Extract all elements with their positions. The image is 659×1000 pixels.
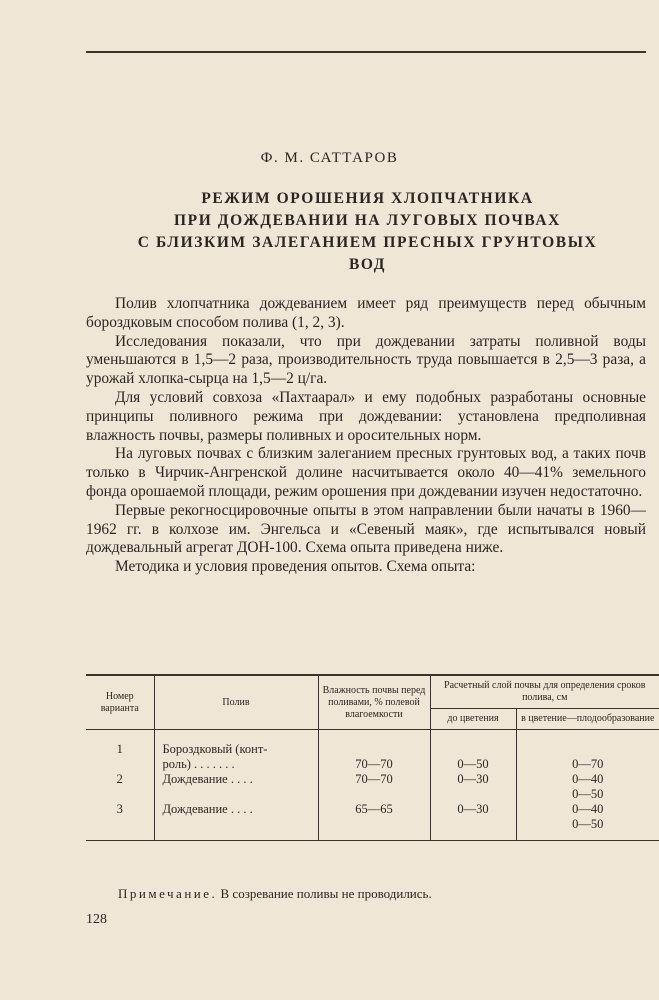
cell-in-bloom [516,730,659,773]
cell-line: 0—40 [572,802,604,816]
author-name: Ф. М. САТТАРОВ [260,150,399,166]
header-poliv: Полив [154,675,318,730]
article-title [86,188,649,276]
cell-before-bloom: 0—30 [430,802,516,841]
page-number: 128 [86,912,107,927]
article-body [86,295,646,577]
note-text: В созревание поливы не проводились. [220,886,432,901]
cell-line: 0—50 [572,787,604,801]
cell-line: 70—70 [355,757,393,771]
paragraph: На луговых почвах с близким залеганием пресных грунтовых вод, а таких почв только в Чирчик-Ангренской долине насчитывается около 40—41% земельного фонда орошаемой площади, режим орошения при дождевании изучен недостаточно. [86,445,646,500]
paragraph: Полив хлопчатника дождеванием имеет ряд преимуществ перед обычным бороздковым способом полива (1, 2, 3). [86,295,646,331]
cell-line: 0—40 [572,772,604,786]
title-line: С БЛИЗКИМ ЗАЛЕГАНИЕМ ПРЕСНЫХ ГРУНТОВЫХ [137,234,598,251]
cell-in-bloom [516,772,659,802]
cell-poliv [154,730,318,773]
cell-line: роль) . . . . . . . [162,757,235,771]
paragraph: Для условий совхоза «Пахтаарал» и ему подобных разработаны основные принципы поливного режима при дождевании: установлена предполивная влажность почвы, размеры поливных и оросительных норм. [86,388,646,444]
header-moisture: Влажность почвы перед поливами, % полевой влагоемкости [318,675,430,730]
paragraph: Первые рекогносцировочные опыты в этом направлении были начаты в 1960—1962 гг. в колхозе им. Энгельса и «Севеный маяк», где испытывался новый дождевальный агрегат ДОН-100. Схема опыта приведена ниже. [86,501,646,557]
table-row [86,730,659,773]
header-before-bloom: до цветения [430,709,516,730]
cell-before-bloom [430,730,516,773]
title-line: РЕЖИМ ОРОШЕНИЯ ХЛОПЧАТНИКА [201,190,534,207]
cell-variant: 2 [86,772,154,802]
table-row [86,802,659,841]
experiment-table [86,674,659,841]
cell-before-bloom: 0—30 [430,772,516,802]
cell-in-bloom [516,802,659,841]
note-label: Примечание. [118,886,218,901]
paragraph: Исследования показали, что при дождевании затраты поливной воды уменьшаются в 1,5—2 раза, производительность труда повышается в 2,5—3 раза, а урожай хлопка-сырца на 1,5—2 ц/га. [86,332,646,388]
cell-line: 0—50 [572,817,604,831]
header-variant: Номер варианта [86,675,154,730]
cell-moisture: 65—65 [318,802,430,841]
header-in-bloom: в цветение—плодообразование [516,709,659,730]
cell-line: Бороздковый (конт- [162,742,268,756]
title-line: ПРИ ДОЖДЕВАНИИ НА ЛУГОВЫХ ПОЧВАХ [174,212,561,229]
cell-moisture: 70—70 [318,772,430,802]
cell-line: 0—50 [457,757,489,771]
top-rule [86,51,646,53]
table-row [86,772,659,802]
table-note [118,886,432,902]
cell-variant: 3 [86,802,154,841]
cell-line: Дождевание . . . . [162,802,253,816]
cell-moisture [318,730,430,773]
header-layer-group: Расчетный слой почвы для определения сроков полива, см [430,675,659,709]
paragraph: Методика и условия проведения опытов. Схема опыта: [115,558,476,576]
cell-variant: 1 [86,730,154,773]
cell-line: Дождевание . . . . [162,772,253,786]
title-line: ВОД [348,256,387,273]
cell-poliv [154,802,318,841]
cell-line: 0—70 [572,757,604,771]
cell-poliv [154,772,318,802]
